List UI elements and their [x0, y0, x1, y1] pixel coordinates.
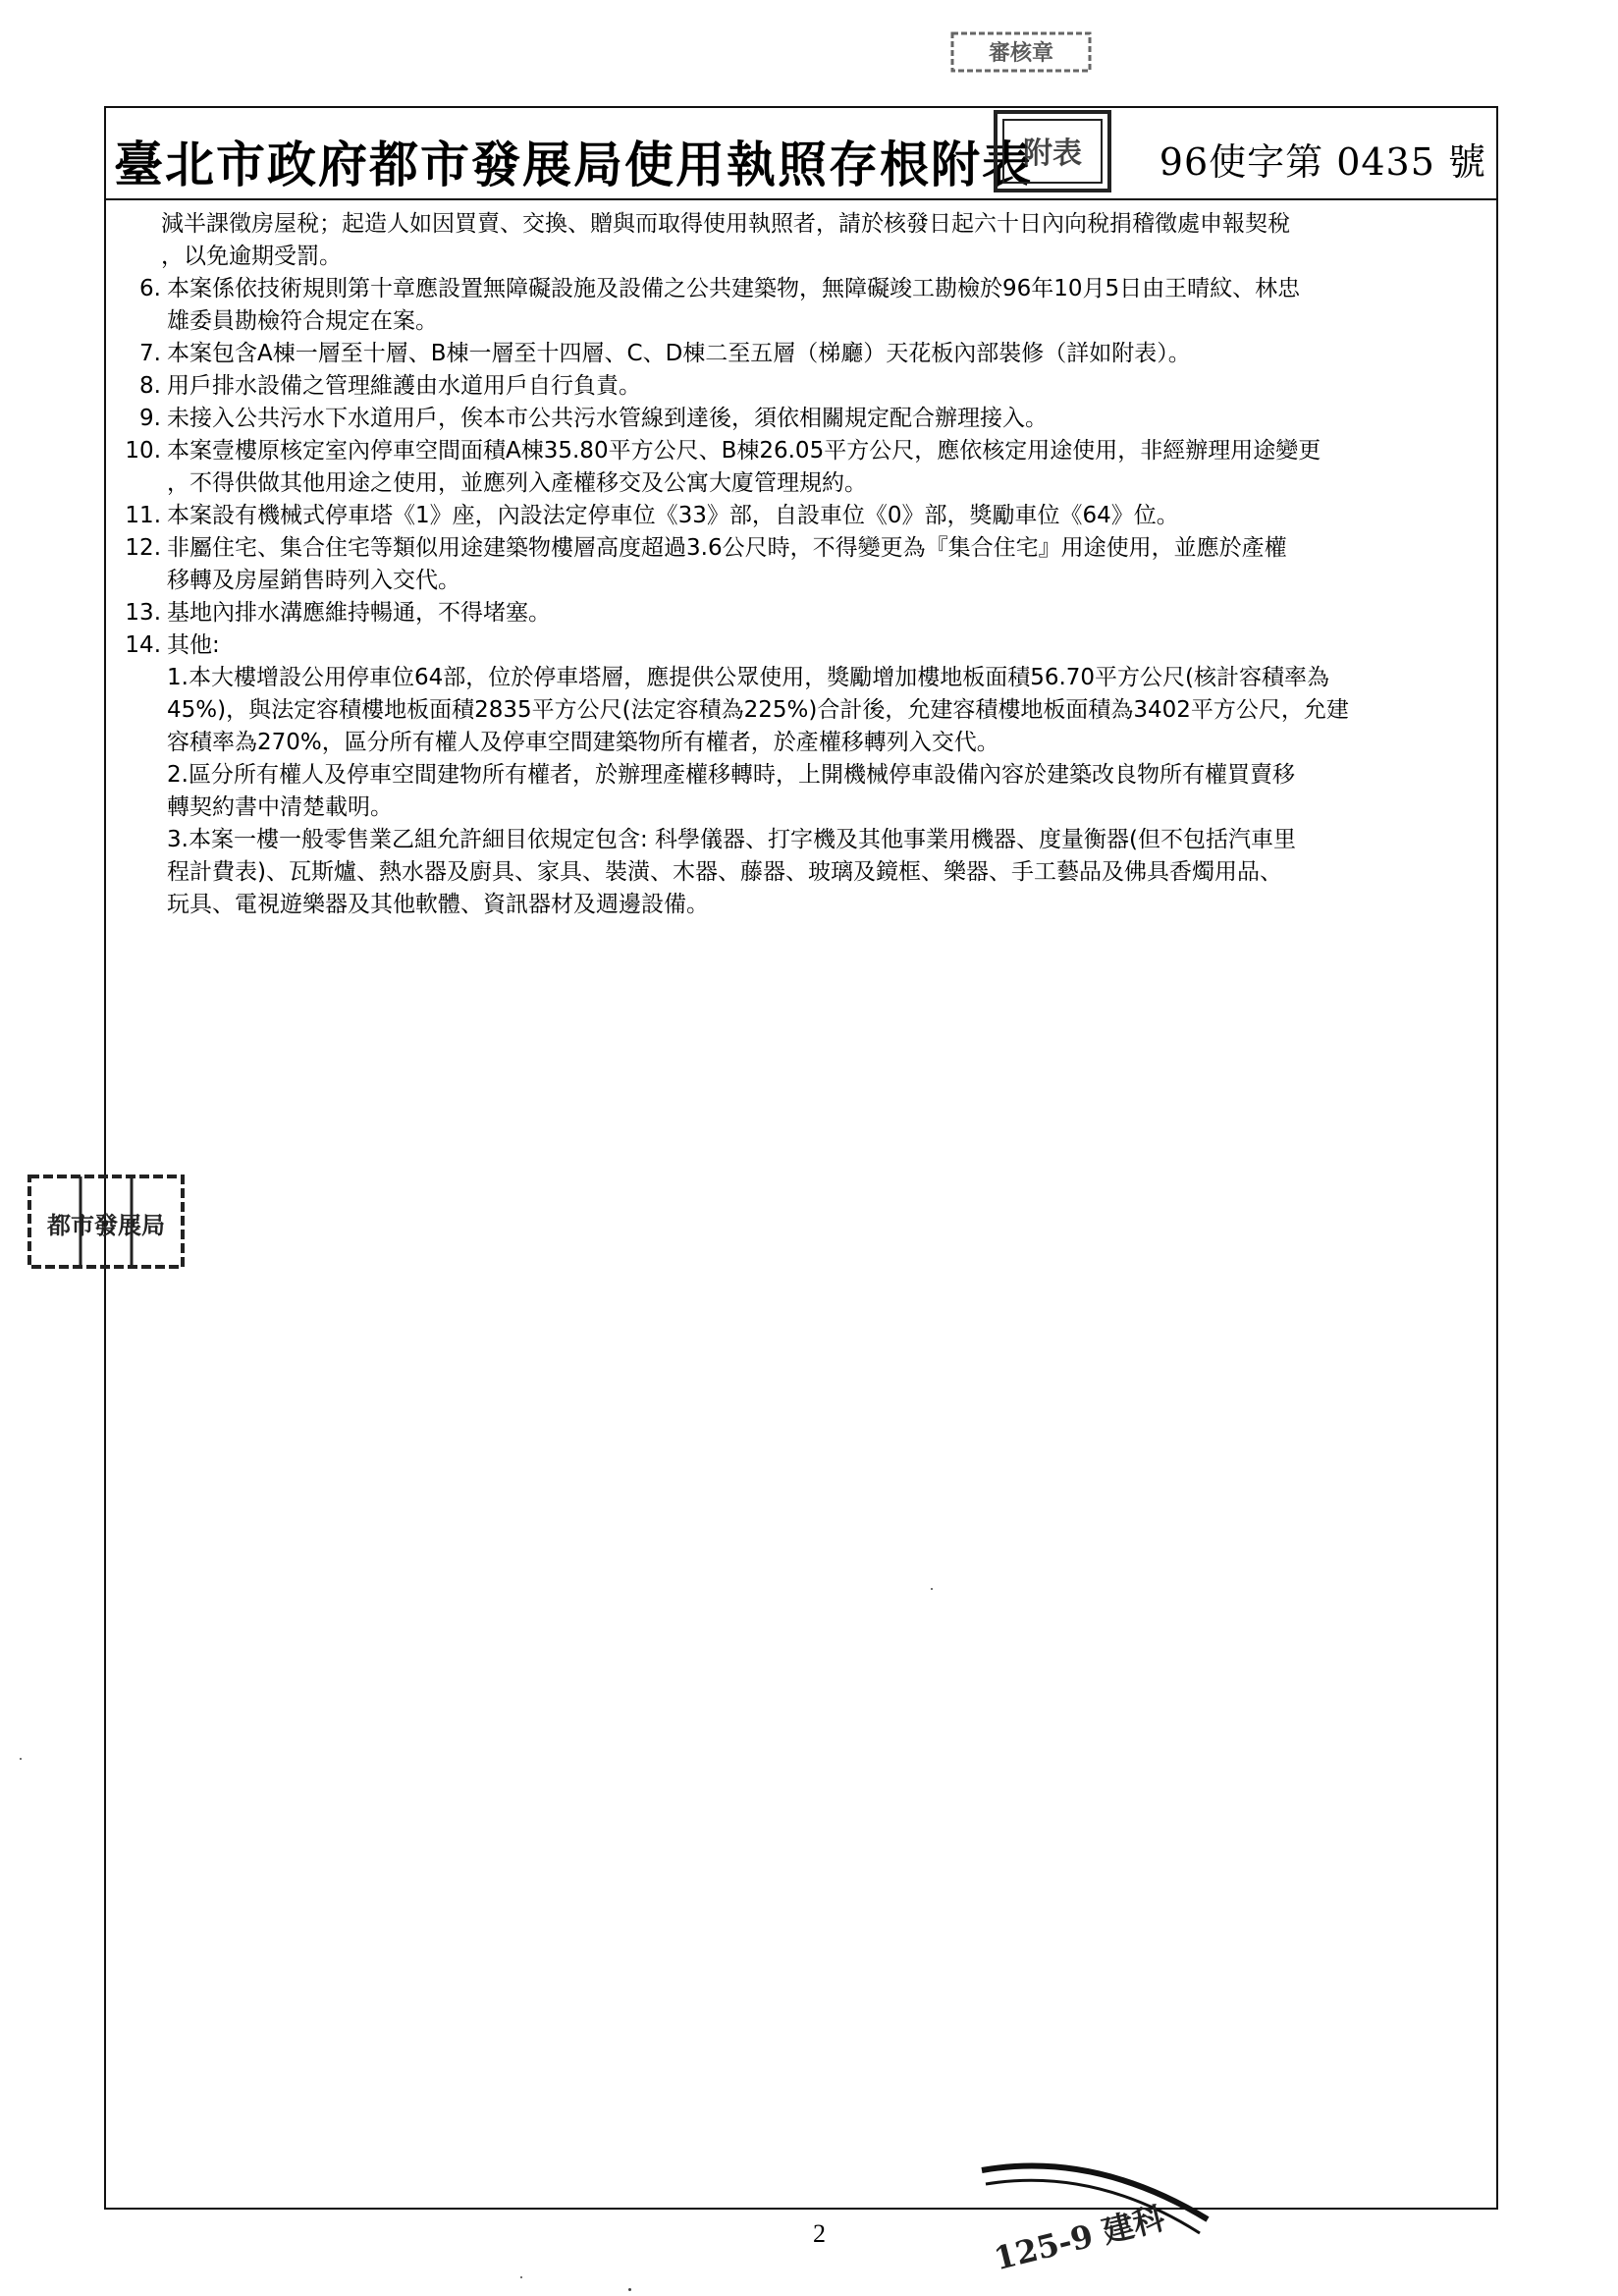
lead-line: 減半課徵房屋稅；起造人如因買賣、交換、贈與而取得使用執照者，請於核發日起六十日內向稅捐稽徵處申報契稅	[161, 211, 1290, 237]
scan-speck	[520, 2276, 522, 2278]
bottom-seal-text: 125-9 建科	[990, 2199, 1169, 2278]
document-title: 臺北市政府都市發展局使用執照存根附表	[114, 136, 1033, 193]
page-number: 2	[813, 2219, 826, 2248]
sub-item-line: 程計費表)、瓦斯爐、熱水器及廚具、家具、裝潢、木器、藤器、玻璃及鏡框、樂器、手工藝品及佛具香燭用品、	[167, 859, 1282, 885]
item-number: 8.	[139, 373, 161, 399]
document-body	[124, 208, 1512, 921]
item-10	[124, 435, 1512, 500]
item-line: 本案包含A棟一層至十層、B棟一層至十四層、C、D棟二至五層（梯廳）天花板內部裝修（詳如附表）。	[167, 341, 1191, 366]
sub-item-line: 45%)，與法定容積樓地板面積2835平方公尺(法定容積為225%)合計後，允建容積樓地板面積為3402平方公尺，允建	[167, 697, 1349, 723]
item-line: 本案壹樓原核定室內停車空間面積A棟35.80平方公尺、B棟26.05平方公尺，應依核定用途使用，非經辦理用途變更	[167, 438, 1321, 464]
item-6	[124, 273, 1512, 338]
item-8	[124, 370, 1512, 403]
sub-item-3	[124, 824, 1512, 921]
item-line: 本案設有機械式停車塔《1》座，內設法定停車位《33》部，自設車位《0》部，獎勵車位《64》位。	[167, 503, 1179, 528]
scan-speck	[20, 1758, 22, 1760]
sub-item-line: 轉契約書中清楚載明。	[167, 794, 393, 820]
sub-item-line: 容積率為270%，區分所有權人及停車空間建築物所有權者，於產權移轉列入交代。	[167, 730, 999, 755]
lead-line: ，以免逾期受罰。	[161, 244, 342, 269]
sub-item-line: 3.本案一樓一般零售業乙組允許細目依規定包含: 科學儀器、打字機及其他事業用機器、度量衡器(但不包括汽車里	[167, 827, 1296, 852]
title-seal-stamp	[988, 106, 1117, 196]
item-12	[124, 532, 1512, 597]
permit-number: 96使字第 0435 號	[1159, 140, 1486, 184]
item-9	[124, 403, 1512, 435]
item-line: 其他:	[167, 632, 220, 658]
item-line: 非屬住宅、集合住宅等類似用途建築物樓層高度超過3.6公尺時，不得變更為『集合住宅』用途使用，並應於產權	[167, 535, 1287, 561]
item-7	[124, 338, 1512, 370]
sub-item-2	[124, 759, 1512, 824]
left-seal-text: 都市發展局	[47, 1211, 165, 1239]
title-seal-text: 附表	[1023, 137, 1082, 171]
top-seal-text: 審核章	[988, 40, 1054, 66]
item-14	[124, 629, 1512, 662]
item-number: 13.	[125, 600, 161, 626]
item-line: 本案係依技術規則第十章應設置無障礙設施及設備之公共建築物，無障礙竣工勘檢於96年10月5日由王晴紋、林忠	[167, 276, 1301, 301]
item-11	[124, 500, 1512, 532]
bottom-seal-stamp	[972, 2160, 1217, 2288]
sub-item-line: 2.區分所有權人及停車空間建物所有權者，於辦理產權移轉時，上開機械停車設備內容於建築改良物所有權買賣移	[167, 762, 1295, 788]
item-line: 基地內排水溝應維持暢通，不得堵塞。	[167, 600, 551, 626]
scan-speck	[628, 2288, 631, 2291]
item-line: 雄委員勘檢符合規定在案。	[167, 308, 438, 334]
sub-item-line: 玩具、電視遊樂器及其他軟體、資訊器材及週邊設備。	[167, 892, 709, 917]
item-number: 6.	[139, 276, 161, 301]
item-number: 10.	[125, 438, 161, 464]
item-number: 14.	[125, 632, 161, 658]
item-line: 移轉及房屋銷售時列入交代。	[167, 568, 460, 593]
left-seal-stamp	[26, 1169, 187, 1275]
scan-speck	[931, 1588, 933, 1590]
item-number: 12.	[125, 535, 161, 561]
sub-item-line: 1.本大樓增設公用停車位64部，位於停車塔層，應提供公眾使用，獎勵增加樓地板面積56.70平方公尺(核計容積率為	[167, 665, 1330, 690]
sub-item-1	[124, 662, 1512, 759]
item-number: 11.	[125, 503, 161, 528]
top-seal-stamp	[948, 29, 1094, 75]
item-number: 9.	[139, 406, 161, 431]
item-number: 7.	[139, 341, 161, 366]
item-line: 用戶排水設備之管理維護由水道用戶自行負責。	[167, 373, 641, 399]
item-line: ，不得供做其他用途之使用，並應列入產權移交及公寓大廈管理規約。	[167, 470, 867, 496]
item-13	[124, 597, 1512, 629]
title-row	[104, 106, 1498, 200]
item-line: 未接入公共污水下水道用戶，俟本市公共污水管線到達後，須依相關規定配合辦理接入。	[167, 406, 1048, 431]
